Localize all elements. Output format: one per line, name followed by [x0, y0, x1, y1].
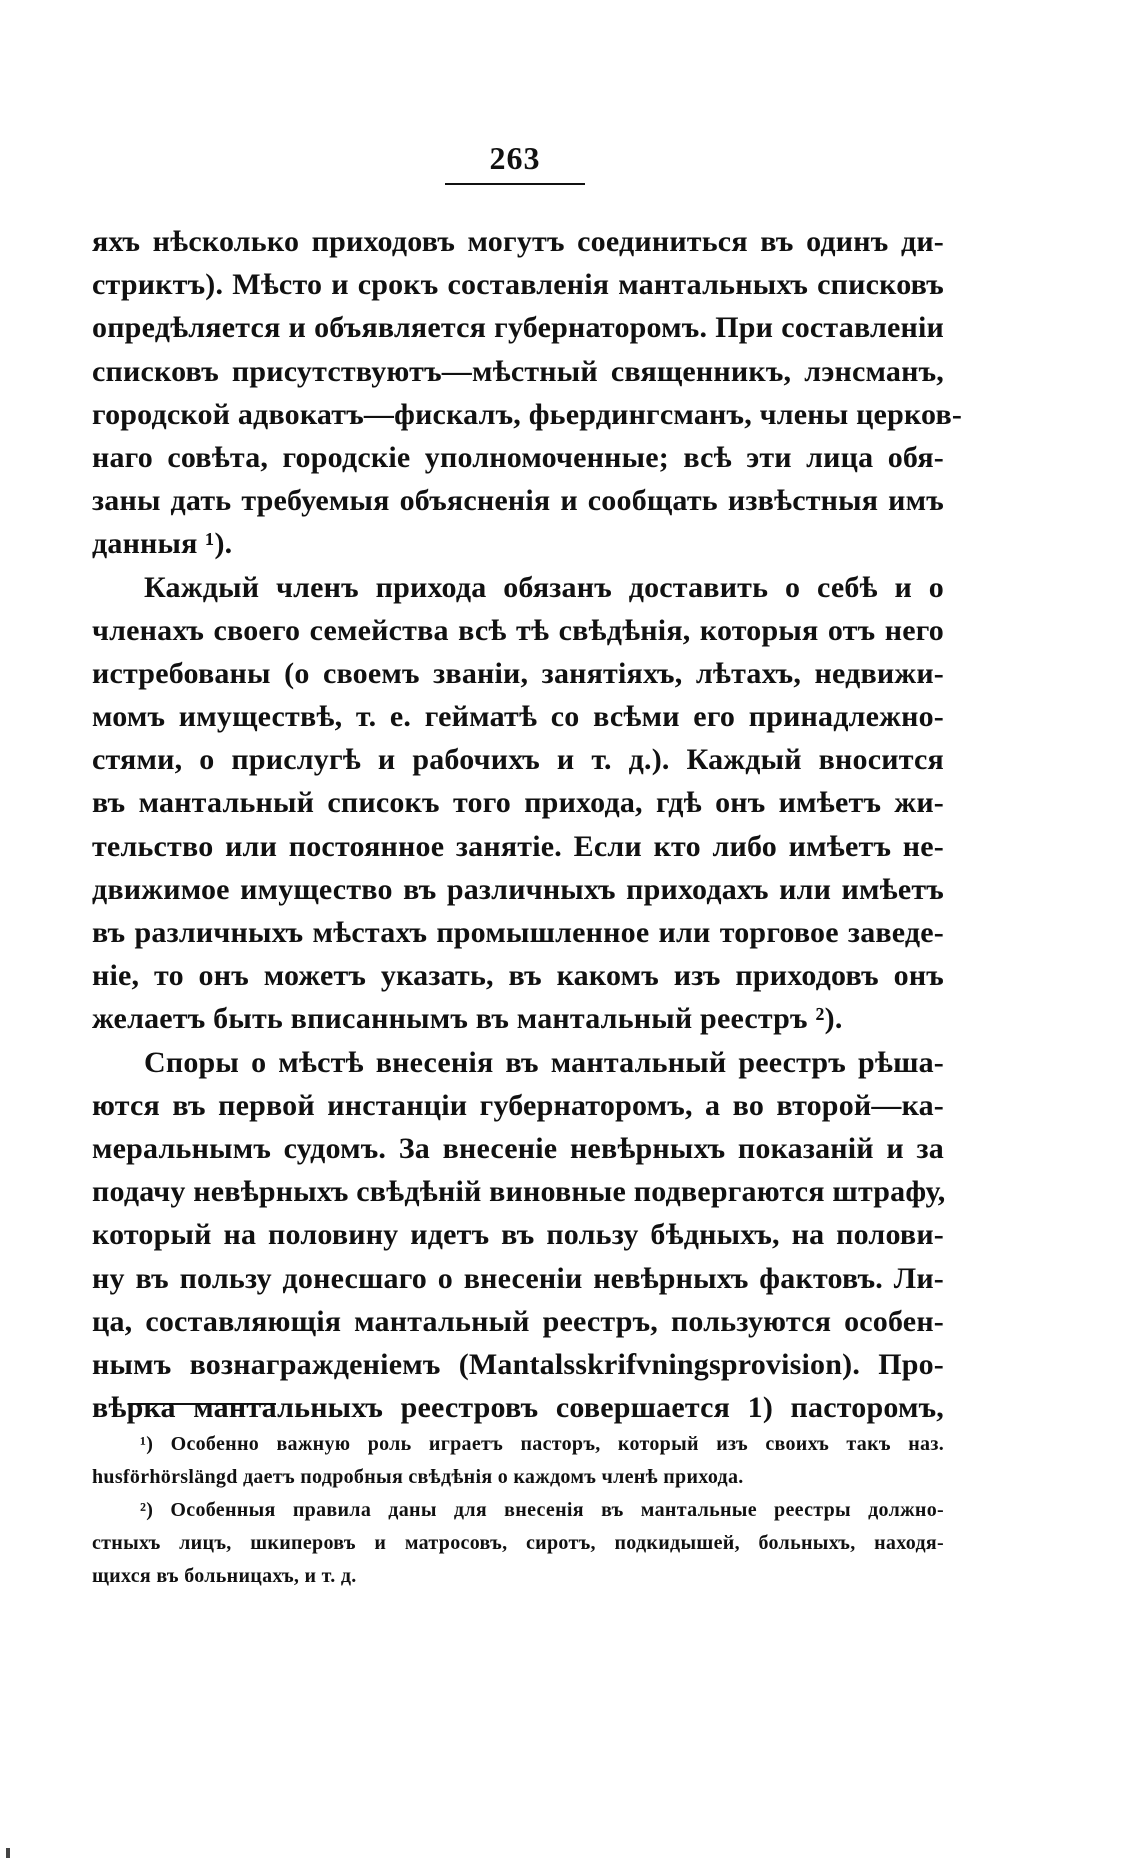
page-number: 263 — [489, 140, 541, 176]
body-line: Споры о мѣстѣ внесенія въ мантальный реестръ рѣша- — [144, 1045, 944, 1079]
body-line: списковъ присутствуютъ—мѣстный священникъ, лэнсманъ, — [92, 354, 944, 388]
body-text — [92, 220, 963, 1429]
body-line: движимое имущество въ различныхъ приходахъ или имѣетъ — [92, 872, 944, 906]
body-line: яхъ нѣсколько приходовъ могутъ соединиться въ одинъ ди- — [92, 225, 944, 258]
body-line: ца, составляющія мантальный реестръ, пользуются особен- — [92, 1304, 944, 1338]
body-line: ну въ пользу донесшаго о внесеніи невѣрныхъ фактовъ. Ли- — [92, 1261, 944, 1295]
body-line: меральнымъ судомъ. За внесеніе невѣрныхъ показаній и за — [92, 1131, 944, 1165]
body-line: тельство или постоянное занятіе. Если кто либо имѣетъ не- — [92, 829, 944, 863]
footnote-line: husförhörslängd даетъ подробныя свѣдѣнія о каждомъ членѣ прихода. — [92, 1466, 744, 1488]
footnote-line: ²) Особенныя правила даны для внесенія въ мантальные реестры должно- — [140, 1499, 944, 1521]
body-line: наго совѣта, городскіе уполномоченные; всѣ эти лица обя- — [92, 440, 944, 474]
body-line: стриктъ). Мѣсто и срокъ составленія мантальныхъ списковъ — [92, 268, 944, 302]
body-line: ются въ первой инстанціи губернаторомъ, а во второй—ка- — [92, 1088, 944, 1122]
body-line: въ различныхъ мѣстахъ промышленное или торговое заведе- — [92, 916, 944, 949]
page-number-rule — [445, 183, 585, 185]
body-line: въ мантальный списокъ того прихода, гдѣ онъ имѣетъ жи- — [92, 786, 944, 820]
body-line: ніе, то онъ можетъ указать, въ какомъ изъ приходовъ онъ — [92, 959, 944, 993]
footnote-line: ¹) Особенно важную роль играетъ пасторъ, который изъ своихъ такъ наз. — [140, 1433, 944, 1455]
scan-speck — [6, 1848, 10, 1858]
body-line: заны дать требуемыя объясненія и сообщать извѣстныя имъ — [92, 484, 944, 518]
body-line: вѣрка мантальныхъ реестровъ совершается 1) пасторомъ, — [92, 1391, 944, 1425]
body-line: стями, о прислугѣ и рабочихъ и т. д.). Каждый вносится — [92, 743, 944, 777]
body-line: желаетъ быть вписаннымъ въ мантальный реестръ ²). — [92, 1002, 843, 1036]
footnote-line: стныхъ лицъ, шкиперовъ и матросовъ, сиротъ, подкидышей, больныхъ, находя- — [92, 1532, 944, 1554]
body-line: опредѣляется и объявляется губернаторомъ. При составленіи — [92, 311, 944, 345]
body-line: городской адвокатъ—фискалъ, фьердингсманъ, члены церков- — [92, 397, 963, 431]
body-line: момъ имуществѣ, т. е. гейматѣ со всѣми его принадлежно- — [92, 700, 944, 734]
footnote-line: щихся въ больницахъ, и т. д. — [92, 1565, 357, 1587]
body-line: Каждый членъ прихода обязанъ доставить о себѣ и о — [144, 570, 944, 604]
footnotes — [92, 1428, 944, 1593]
body-line: истребованы (о своемъ званіи, занятіяхъ, лѣтахъ, недвижи- — [92, 656, 944, 690]
body-line: нымъ вознагражденіемъ (Mantalsskrifvningsprovision). Про- — [92, 1347, 944, 1381]
body-line: подачу невѣрныхъ свѣдѣній виновные подвергаются штрафу, — [92, 1175, 946, 1209]
body-line: членахъ своего семейства всѣ тѣ свѣдѣнія, которыя отъ него — [92, 613, 944, 647]
body-line: который на половину идетъ въ пользу бѣдныхъ, на полови- — [92, 1218, 944, 1252]
footnote-rule — [128, 1403, 276, 1405]
body-line: данныя ¹). — [92, 527, 233, 561]
